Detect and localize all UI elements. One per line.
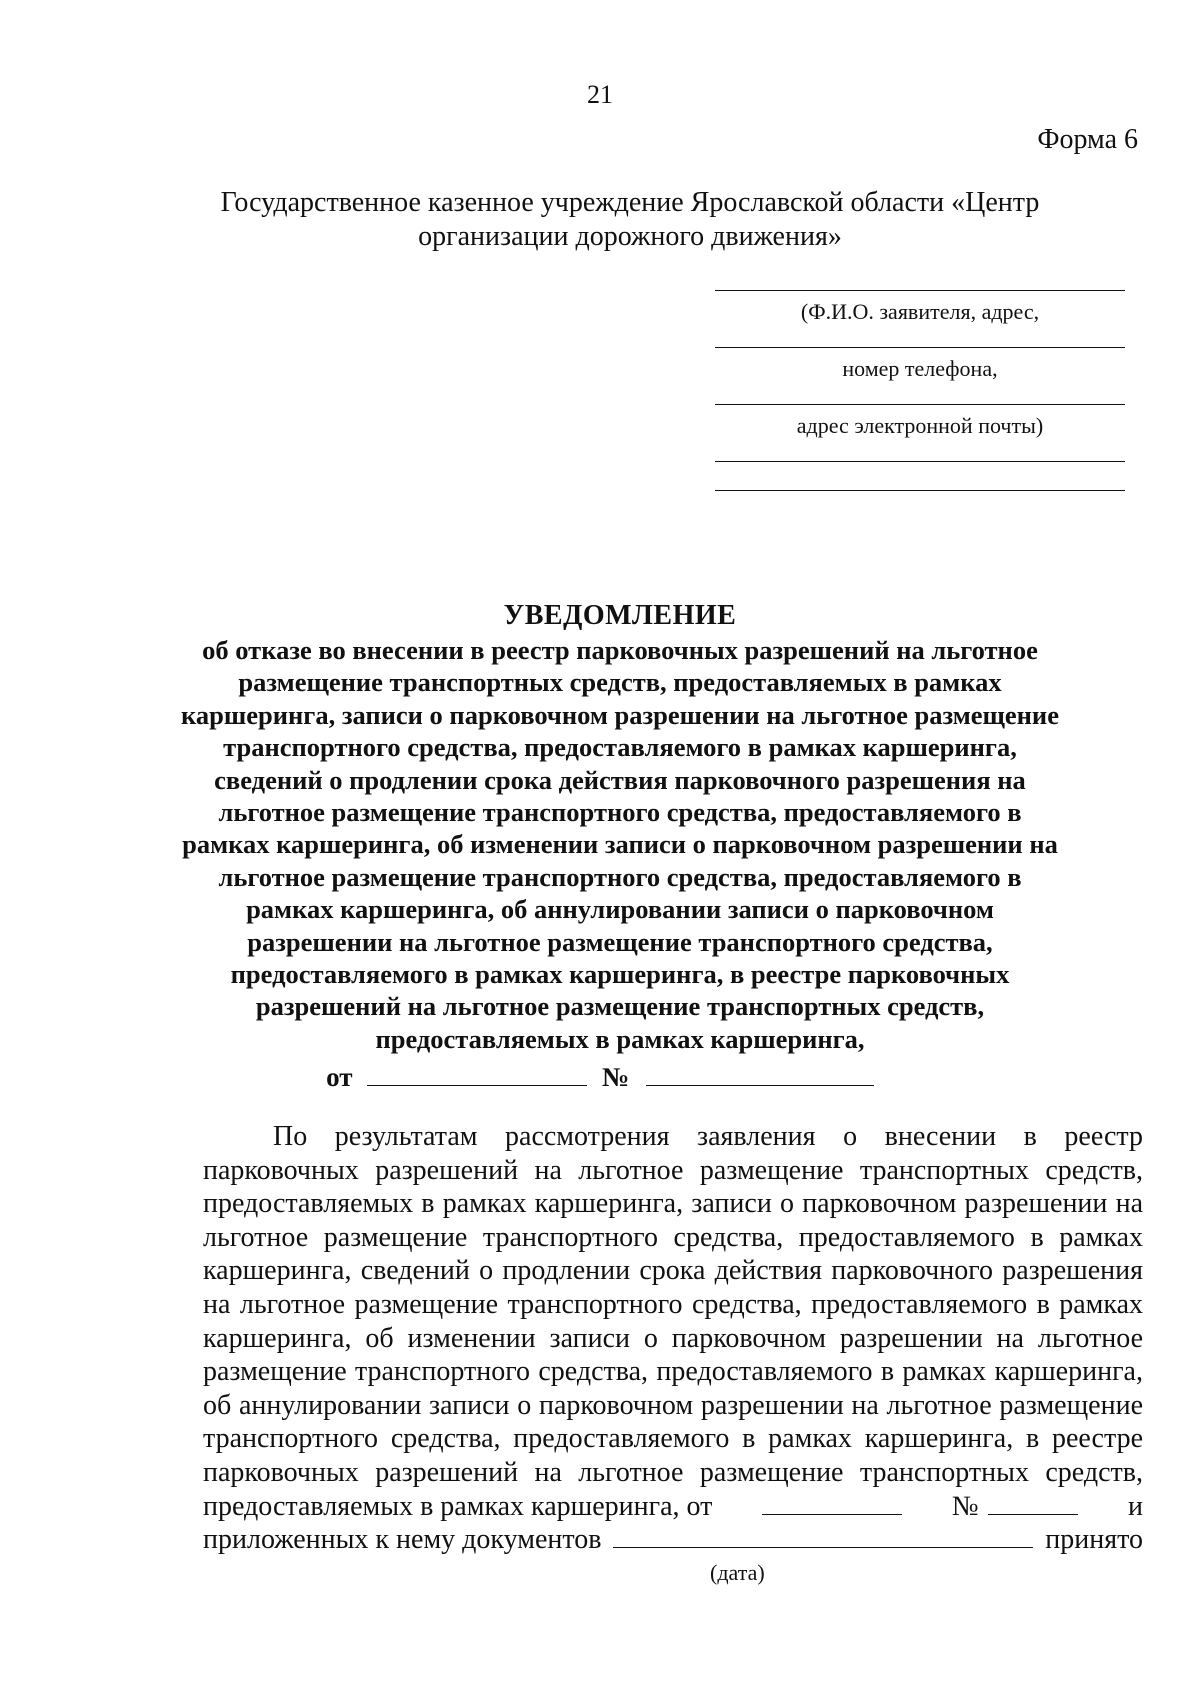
number-label: № <box>602 1062 630 1092</box>
notice-subtitle-line: разрешении на льготное размещение транспортного средства, <box>247 926 993 957</box>
applicant-name-address-label: (Ф.И.О. заявителя, адрес, <box>800 299 1040 324</box>
notice-date-number-row <box>0 1060 1200 1094</box>
notice-subtitle-line: льготное размещение транспортного средства, предоставляемого в <box>218 797 1022 828</box>
organization-header <box>200 186 1060 254</box>
notice-subtitle-line: предоставляемого в рамках каршеринга, в реестре парковочных <box>230 959 1010 990</box>
notice-subtitle-line: каршеринга, записи о парковочном разрешении на льготное размещение <box>181 699 1059 730</box>
notice-subtitle-line: размещение транспортных средств, предоставляемых в рамках <box>238 667 1002 698</box>
page-number: 21 <box>587 80 613 109</box>
notice-number-blank[interactable] <box>646 1063 874 1086</box>
notice-subtitle-line: предоставляемых в рамках каршеринга, <box>375 1023 865 1054</box>
applicant-blank-line-5[interactable] <box>715 490 1125 491</box>
body-line: льготное размещение транспортного средства, предоставляемого в рамках <box>203 1221 1143 1253</box>
body-line-12-number: № <box>951 1490 979 1522</box>
body-line-13-end: принято <box>1045 1524 1143 1556</box>
body-line-12-end: и <box>1128 1490 1143 1522</box>
notice-subtitle-line: сведений о продлении срока действия парковочного разрешения на <box>214 764 1026 795</box>
applicant-phone-label: номер телефона, <box>842 356 998 381</box>
application-date-blank[interactable] <box>762 1492 902 1515</box>
notice-date-blank[interactable] <box>367 1063 587 1086</box>
body-line: предоставляемых в рамках каршеринга, записи о парковочном разрешении на <box>203 1188 1143 1220</box>
body-line-12-start: предоставляемых в рамках каршеринга, от <box>203 1490 713 1522</box>
notice-subtitle-line: рамках каршеринга, об аннулировании записи о парковочном <box>246 894 994 925</box>
notice-body <box>203 1120 1143 1557</box>
body-line: парковочных разрешений на льготное размещение транспортных средств, <box>203 1154 1143 1186</box>
applicant-block <box>715 290 1125 491</box>
body-line: По результатам рассмотрения заявления о внесении в реестр <box>273 1121 1143 1152</box>
organization-line-2: организации дорожного движения» <box>418 221 842 252</box>
notice-subtitle-line: разрешений на льготное размещение транспортных средств, <box>255 991 985 1022</box>
body-line: транспортного средства, предоставляемого в рамках каршеринга, в реестре <box>203 1423 1143 1455</box>
body-line-13-start: приложенных к нему документов <box>203 1524 602 1556</box>
body-line: каршеринга, об изменении записи о парковочном разрешении на льготное <box>203 1322 1143 1354</box>
notice-subtitle-line: об отказе во внесении в реестр парковочных разрешений на льготное <box>202 635 1038 665</box>
notice-title: УВЕДОМЛЕНИЕ <box>503 600 737 631</box>
body-line: об аннулировании записи о парковочном разрешении на льготное размещение <box>203 1389 1143 1421</box>
notice-subtitle-line: рамках каршеринга, об изменении записи о парковочном разрешении на <box>182 829 1058 860</box>
body-line: размещение транспортного средства, предоставляемого в рамках каршеринга, <box>203 1356 1143 1388</box>
notice-subtitle-line: льготное размещение транспортного средства, предоставляемого в <box>218 861 1022 892</box>
organization-line-1: Государственное казенное учреждение Ярославской области «Центр <box>220 187 1040 218</box>
application-number-blank[interactable] <box>988 1492 1078 1515</box>
acceptance-date-blank[interactable] <box>613 1525 1033 1548</box>
body-line-with-blanks <box>203 1490 1143 1524</box>
applicant-email-label: адрес электронной почты) <box>796 413 1044 438</box>
notice-title-block <box>180 600 1060 1055</box>
body-line-with-date-blank <box>203 1523 1143 1557</box>
applicant-spacer <box>715 462 1125 490</box>
body-line: каршеринга, сведений о продлении срока действия парковочного разрешения <box>203 1255 1143 1287</box>
notice-subtitle <box>180 634 1060 1055</box>
from-label: от <box>326 1062 353 1092</box>
notice-subtitle-line: транспортного средства, предоставляемого в рамках каршеринга, <box>223 732 1017 763</box>
body-line: на льготное размещение транспортного средства, предоставляемого в рамках <box>203 1288 1143 1320</box>
form-number: Форма 6 <box>1037 124 1138 155</box>
body-line: парковочных разрешений на льготное размещение транспортных средств, <box>203 1456 1143 1488</box>
date-caption: (дата) <box>710 1560 765 1585</box>
